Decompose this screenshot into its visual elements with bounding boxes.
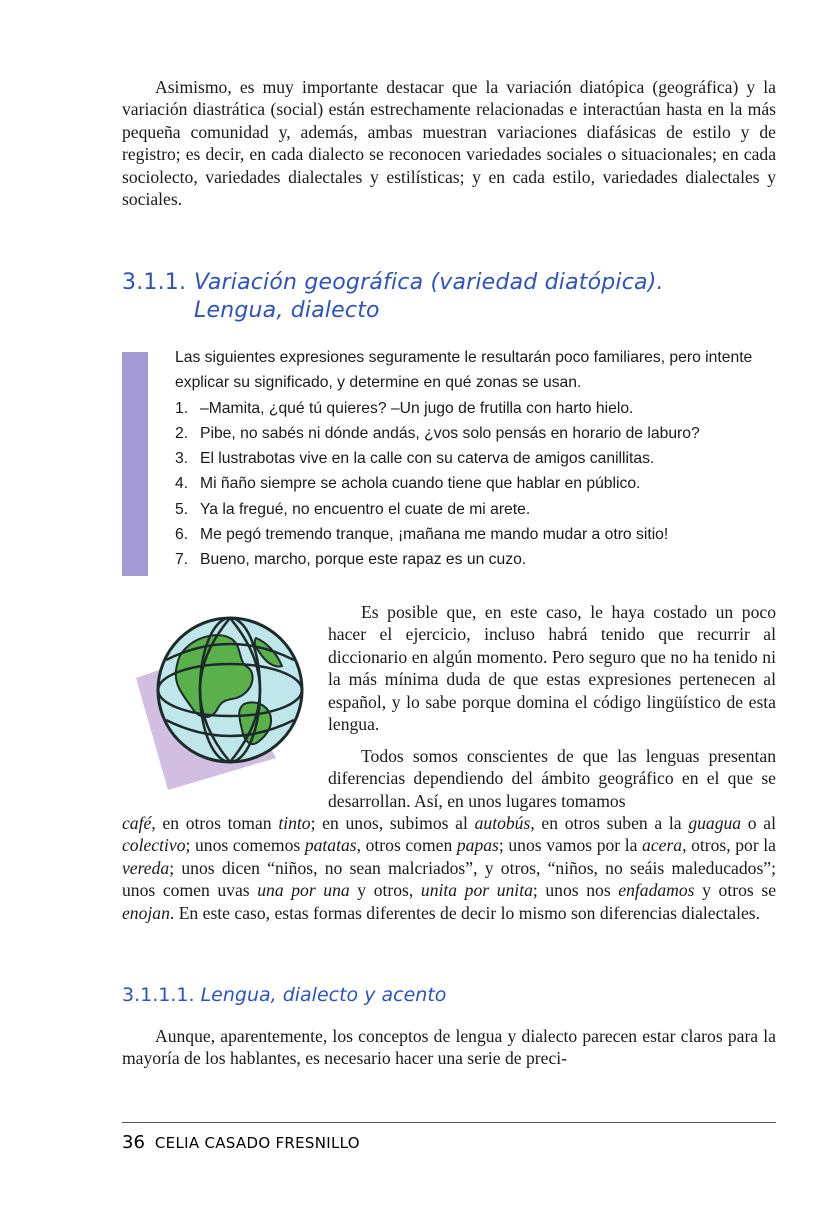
item-number: 5. [175,500,189,518]
item-number: 3. [175,450,189,468]
section-number: 3.1.1. [122,270,187,295]
item-text: Mi ñaño siempre se achola cuando tiene que hablar en público. [200,475,641,493]
item-number: 6. [175,526,189,544]
globe-paragraph: Es posible que, en este caso, le haya costado un poco hacer el ejercicio, incluso habrá tenido que recurrir al diccionario en algún momento. Pero seguro que no ha tenido ni la más mínima duda de que estas expresiones pertenecen al español, y lo sabe porque domina el código lingüístico de esta lengua. [328,602,776,735]
item-number: 1. [175,399,189,417]
author-name: CELIA CASADO FRESNILLO [154,1134,360,1152]
exercise-intro: Las siguientes expresiones seguramente le resultarán poco familiares, pero intente explicar su significado, y determine en qué zonas se usan. [175,349,753,392]
term-vereda: vereda [122,857,170,878]
subsection-title: Lengua, dialecto y acento [200,984,447,1006]
list-item [175,522,785,547]
term-guagua: guagua [688,813,742,833]
subsection-number: 3.1.1.1. [122,984,195,1006]
last-paragraph: Aunque, aparentemente, los conceptos de lengua y dialecto parecen estar claros para la mayoría de los hablantes, es necesario hacer una serie de preci- [122,1026,776,1069]
term-colectivo: colectivo [122,835,186,856]
term-tinto: tinto [278,813,311,833]
term-enfadamos: enfadamos [618,880,695,901]
subsection-heading [122,983,446,1007]
term-unita-por-unita: unita por unita [420,880,533,901]
list-item [175,421,785,446]
list-item [175,547,785,572]
exercise-accent-bar [122,352,148,576]
term-acera: acera [642,835,683,856]
footer-divider [122,1122,776,1123]
exercise-box [175,345,785,573]
list-item [175,396,785,421]
section-heading [122,269,664,325]
item-number: 7. [175,551,189,569]
second-paragraph-continued: café, en otros toman tinto; en unos, subimos al autobús, en otros suben a la guagua o al colectivo; unos comemos patatas, otros comen papas; unos vamos por la acera, otros, por la vereda; unos dicen “niños, no sean malcriados”, y otros, “niños, no seáis maleducados”; unos comen uvas una por una y otros, unita por unita; unos nos enfadamos y otros se enojan. En este caso, estas formas diferentes de decir lo mismo son diferencias dialectales. [122,813,776,923]
section-title-line1: Variación geográfica (variedad diatópica). [194,270,664,295]
list-item [175,446,785,471]
exercise-list [175,396,785,573]
page-footer [122,1131,360,1156]
page-number: 36 [122,1132,145,1153]
item-text: Bueno, marcho, porque este rapaz es un cuzo. [200,551,527,569]
term-una-por-una: una por una [257,880,350,901]
term-patatas: patatas [304,835,357,856]
item-number: 4. [175,475,189,493]
item-text: Pibe, no sabés ni dónde andás, ¿vos solo pensás en horario de laburo? [200,424,700,442]
list-item [175,471,785,496]
item-text: Ya la fregué, no encuentro el cuate de mi arete. [200,500,531,518]
second-paragraph-start: Todos somos conscientes de que las lenguas presentan diferencias dependiendo del ámbito geográfico en el que se desarrollan. Así, en unos lugares tomamos [328,746,776,811]
top-paragraph: Asimismo, es muy importante destacar que la variación diatópica (geográfica) y la variación diastrática (social) están estrechamente relacionadas e interactúan hasta en la más pequeña comunidad y, además, ambas muestran variaciones diafásicas de estilo y de registro; es decir, en cada dialecto se reconocen variedades sociales o situacionales; en cada sociolecto, variedades dialectales y estilísticas; y en cada estilo, variedades dialectales y sociales. [122,77,776,210]
term-papas: papas [456,835,499,856]
list-item [175,497,785,522]
globe-icon [126,608,326,798]
item-text: Me pegó tremendo tranque, ¡mañana me mando mudar a otro sitio! [200,526,669,544]
item-text: El lustrabotas vive en la calle con su caterva de amigos canillitas. [200,450,655,468]
term-enojan: enojan [122,902,170,923]
term-cafe: café [122,813,152,833]
item-number: 2. [175,424,189,442]
item-text: –Mamita, ¿qué tú quieres? –Un jugo de frutilla con harto hielo. [200,399,634,417]
term-autobus: autobús [474,813,531,833]
section-title-line2: Lengua, dialecto [194,298,380,323]
